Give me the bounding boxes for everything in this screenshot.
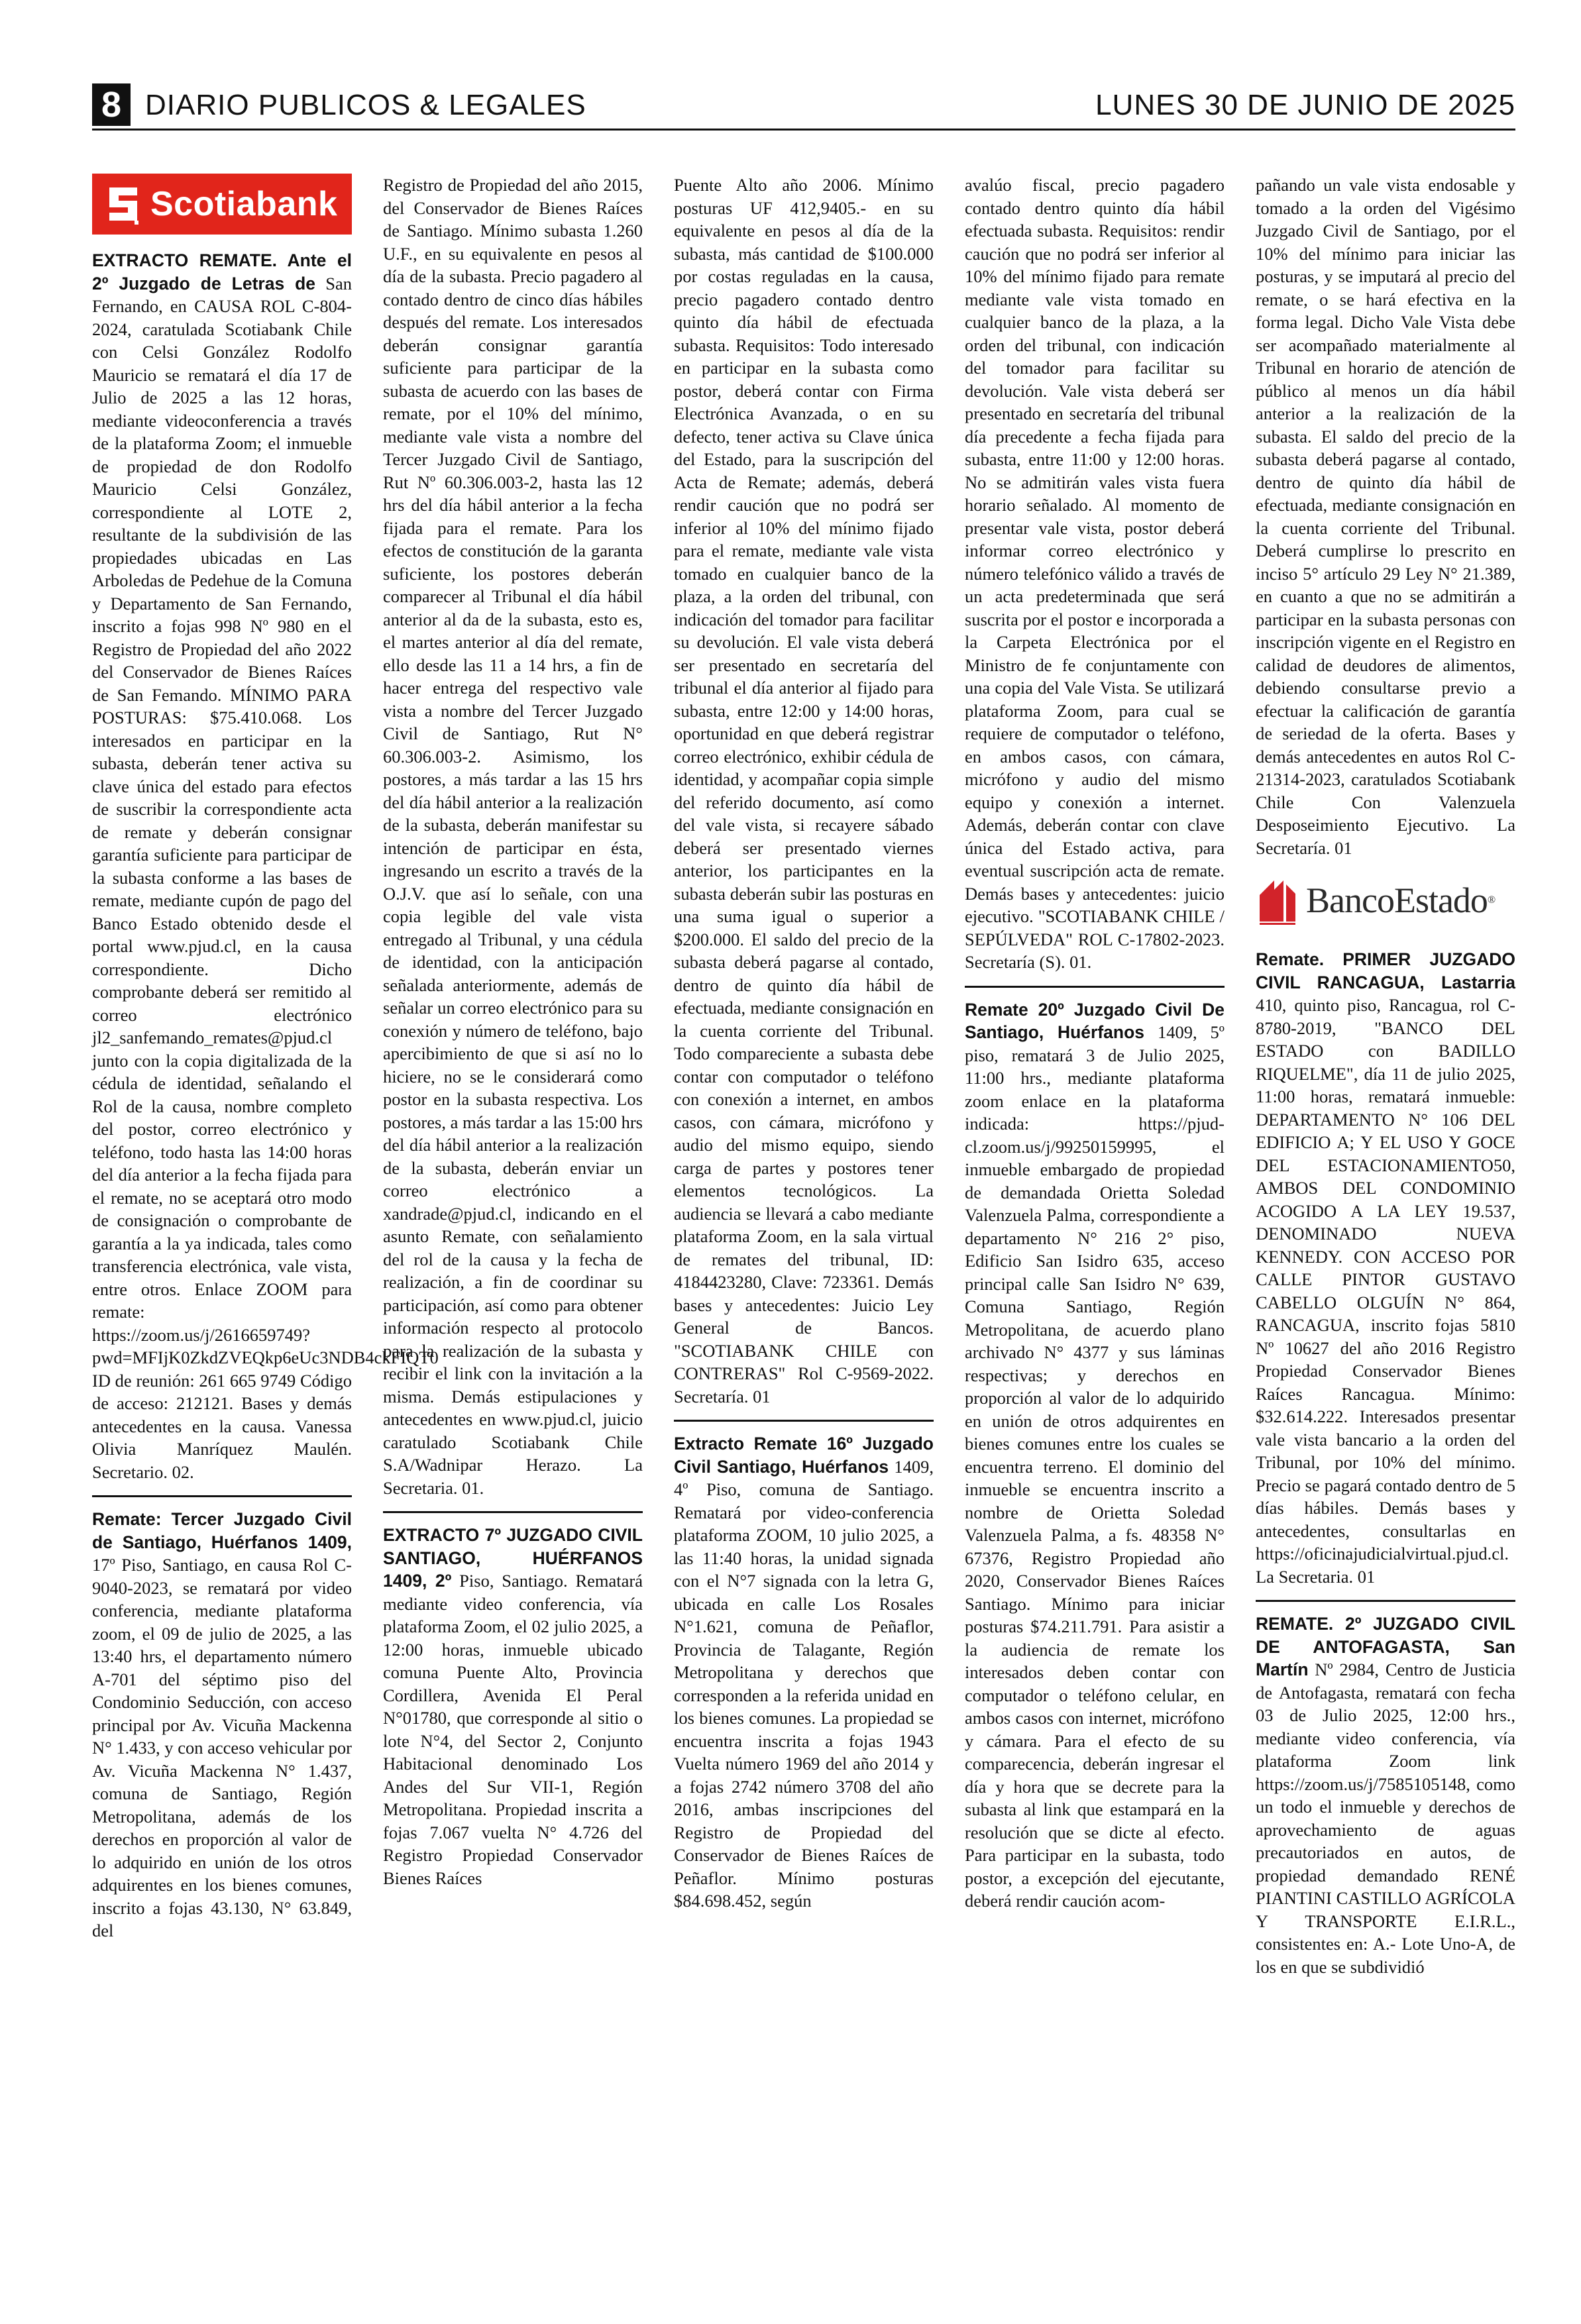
column-5 xyxy=(1256,174,1515,2313)
page-header xyxy=(92,83,1515,126)
column-3 xyxy=(674,174,934,2313)
notice-body: 1409, 4º Piso, comuna de Santiago. Rematará por video-conferencia plataforma ZOOM, 10 julio 2025, a las 11:40 horas, la unidad signada con el N°7 signada con la letra G, ubicada en calle Los Rosales N°1.621, comuna de Peñaflor, Provincia de Talagante, Región Metropolitana y derechos que corresponden a la referida unidad en los bienes comunes. La propiedad se encuentra inscrita a fojas 1943 Vuelta número 1969 del año 2014 y a fojas 2742 número 3708 del año 2016, ambas inscripciones del Registro de Propiedad del Conservador de Bienes Raíces de Peñaflor. Mínimo posturas $84.698.452, según xyxy=(674,1456,934,1911)
page-number: 8 xyxy=(92,83,131,126)
notice-continuation: avalúo fiscal, precio pagadero contado dentro quinto día hábil efectuada subasta. Requisitos: rendir caución que no podrá ser inferior al 10% del mínimo fijado para remate mediante vale vista tomado en cualquier banco de la plaza, a la orden del tribunal, con indicación del tomador para facilitar su devolución. Vale vista deberá ser presentado en secretaría del tribunal día precedente a fecha fijada para subasta, entre 11:00 y 12:00 horas. No se admitirán vales vista fuera horario señalado. Al momento de presentar vale vista, postor deberá informar correo electrónico y número telefónico válido a través de un acta predeterminada que será suscrita por el postor e incorporada a la Carpeta Electrónica por el Ministro de fe conjuntamente con una copia del Vale Vista. Se utilizará plataforma Zoom, para cual se requiere de computador o teléfono, en ambos casos, con cámara, micrófono y audio del mismo equipo y conexión a internet. Además, deberán contar con clave única del Estado activa, para eventual suscripción acta de remate. Demás bases y antecedentes: juicio ejecutivo. "SCOTIABANK CHILE / SEPÚLVEDA" ROL C-17802-2023. Secretaría (S). 01. xyxy=(965,175,1225,972)
notice-lead: EXTRACTO REMATE. Ante el 2º Juzgado de Letras de xyxy=(92,250,352,293)
notice-remate-tercer-juzgado xyxy=(92,1508,352,1942)
scotiabank-wordmark: Scotiabank xyxy=(150,185,338,223)
notice-continuation: Registro de Propiedad del año 2015, del Conservador de Bienes Raíces de Santiago. Mínimo subasta 1.260 U.F., en su equivalente en pesos al día de la subasta. Precio pagadero al contado dentro de cinco días hábiles después del remate. Los interesados deberán consignar garantía suficiente para participar de la subasta de acuerdo con las bases de remate, por el 10% del mínimo, mediante vale vista a nombre del Tercer Juzgado Civil de Santiago, Rut Nº 60.306.003-2, hasta las 12 hrs del día hábil anterior a la fecha fijada para el remate. Para los efectos de constitución de la garanta suficiente, los postores deberán comparecer al Tribunal el día hábil anterior al da de la subasta, esto es, el martes anterior al día del remate, ello desde las 11 a 14 hrs, a fin de hacer entrega del respectivo vale vista a nombre del Tercer Juzgado Civil de Santiago, Rut N° 60.306.003-2. Asimismo, los postores, a más tardar a las 15 hrs del día hábil anterior a la realización de la subasta, deberán manifestar su intención de participar en ésta, ingresando un escrito a través de la O.J.V. que así lo señale, con una copia legible del vale vista entregado al Tribunal, y una cédula de identidad, con la anticipación señalada anteriormente, además de señalar un correo electrónico para su conexión y número de teléfono, bajo apercibimiento de que si así no lo hiciere, no se le considerará como postor en la subasta respectiva. Los postores, a más tardar a las 15:00 hrs del día hábil anterior a la realización de la subasta, deberán enviar un correo electrónico a xandrade@pjud.cl, indicando en el asunto Remate, con señalamiento del rol de la causa y la fecha de realización, a fin de coordinar su participación, así como para obtener información respecto al protocolo para la realización de la subasta y recibir el link con la invitación a la misma. Demás estipulaciones y antecedentes en www.pjud.cl, juicio caratulado Scotiabank Chile S.A/Wadnipar Herazo. La Secretaria. 01. xyxy=(383,175,643,1498)
scotiabank-logo xyxy=(92,174,352,235)
column-1 xyxy=(92,174,439,2313)
column-2 xyxy=(383,174,643,2313)
notice-lead: Extracto Remate 16º Juzgado Civil Santiago, Huérfanos xyxy=(674,1434,934,1477)
notice-divider xyxy=(383,1511,643,1513)
publication-date: LUNES 30 DE JUNIO DE 2025 xyxy=(1095,89,1515,121)
notice-divider xyxy=(1256,1600,1515,1602)
publication-name: DIARIO PUBLICOS & LEGALES xyxy=(145,89,586,121)
notice-divider xyxy=(965,986,1225,988)
notice-extracto-7-juzgado xyxy=(383,1524,643,1889)
bancoestado-logo xyxy=(1256,869,1515,932)
header-divider xyxy=(92,129,1515,131)
notice-extracto-16-juzgado xyxy=(674,1432,934,1913)
notice-body: San Fernando, en CAUSA ROL C-804-2024, caratulada Scotiabank Chile con Celsi González Rodolfo Mauricio se rematará el día 17 de Julio de 2025 a las 12 horas, mediante videoconferencia a través de la plataforma Zoom; el inmueble de propiedad de don Rodolfo Mauricio Celsi González, correspondiente al LOTE 2, resultante de la subdivisión de las propiedades ubicadas en Las Arboledas de Pedehue de la Comuna y Departamento de San Fernando, inscrito a fojas 998 Nº 980 en el Registro de Propiedad del año 2022 del Conservador de Bienes Raíces de San Femando. MÍNIMO PARA POSTURAS: $75.410.068. Los interesados en participar en la subasta, deberán tener activa su clave única del estado para efectos de suscribir la correspondiente acta de remate y deberán consignar garantía suficiente para participar de la subasta conforme a las bases de remate, mediante cupón de pago del Banco Estado obtenido desde el portal www.pjud.cl, en la causa correspondiente. Dicho comprobante deberá ser remitido al correo electrónico jl2_sanfemando_remates@pjud.cl junto con la copia digitalizada de la cédula de identidad, señalando el Rol de la causa, nombre completo del postor, correo electrónico y teléfono, todo hasta las 14:00 horas del día anterior a la fecha fijada para el remate, no se aceptará otro modo de consignación o comprobante de garantía a la ya indicada, tales como transferencia electrónica, vale vista, entre otros. Enlace ZOOM para remate: https://zoom.us/j/2616659749?pwd=MFIjK0ZkdZVEQkp6eUc3NDB4ckFIQT0 ID de reunión: 261 665 9749 Código de acceso: 212121. Bases y demás antecedentes en la causa. Vanessa Olivia Manríquez Maulén. Secretario. 02. xyxy=(92,273,439,1482)
bancoestado-house-icon xyxy=(1257,875,1298,925)
notice-body: 410, quinto piso, Rancagua, rol C-8780-2019, "BANCO DEL ESTADO con BADILLO RIQUELME", día 11 de julio 2025, 11:00 horas, rematará inmueble: DEPARTAMENTO N° 106 DEL EDIFICIO A; Y EL USO Y GOCE DEL ESTACIONAMIENTO50, AMBOS DEL CONDOMINIO ACOGIDO A LA LEY 19.537, DENOMINADO NUEVA KENNEDY. CON ACCESO POR CALLE PINTOR GUSTAVO CABELLO OLGUÍN N° 864, RANCAGUA, inscrito fojas 5810 Nº 10627 del año 2016 Registro Propiedad Conservador Bienes Raíces Rancagua. Mínimo: $32.614.222. Interesados presentar vale vista bancario a la orden del Tribunal, por 10% del mínimo. Precio se pagará contado dentro de 5 días hábiles. Demás bases y antecedentes, consultarlas en https://oficinajudicialvirtual.pjud.cl. La Secretaria. 01 xyxy=(1256,995,1515,1587)
registered-mark: ® xyxy=(1487,894,1496,906)
notice-remate-20-juzgado xyxy=(965,998,1225,1913)
notice-body: 1409, 5º piso, rematará 3 de Julio 2025, 11:00 hrs., mediante plataforma zoom enlace en la plataforma indicada: https://pjud-cl.zoom.us/j/99250159995, el inmueble embargado de propiedad de demandada Orietta Soledad Valenzuela Palma, correspondiente a departamento N° 216 2° piso, Edificio San Isidro 635, acceso principal calle San Isidro N° 639, Comuna Santiago, Región Metropolitana, de acuerdo plano archivado N° 4377 y sus láminas respectivas; y derechos en proporción al valor de lo adquirido en unión de otros adquirentes en bienes comunes entre los cuales se encuentra terreno. El dominio del inmueble se encuentra inscrito a nombre de Orietta Soledad Valenzuela Palma, a fs. 48358 N° 67376, Registro Propiedad año 2020, Conservador Bienes Raíces Santiago. Mínimo para iniciar posturas $74.211.791. Para asistir a la audiencia de remate los interesados deben contar con computador o teléfono celular, en ambos casos con internet, micrófono y cámara. Para el efecto de su comparecencia, deberán ingresar el día y hora que se decrete para la subasta al link que estampará en la resolución que se dicte al efecto. Para participar en la subasta, todo postor, a excepción del ejecutante, deberá rendir caución acom- xyxy=(965,1022,1225,1911)
notice-body: Piso, Santiago. Rematará mediante video conferencia, vía plataforma Zoom, el 02 julio 2025, a 12:00 horas, inmueble ubicado comuna Puente Alto, Provincia Cordillera, Avenida El Peral N°01780, que corresponde al sitio o lote N°4, del Sector 2, Conjunto Habitacional denominado Los Andes del Sur VII-1, Región Metropolitana. Propiedad inscrita a fojas 7.067 vuelta N° 4.726 del Registro Propiedad Conservador Bienes Raíces xyxy=(383,1571,643,1888)
bancoestado-wordmark: BancoEstado xyxy=(1306,880,1488,920)
notice-divider xyxy=(92,1495,352,1497)
notice-body: 17º Piso, Santiago, en causa Rol C-9040-2023, se rematará por video conferencia, mediante plataforma zoom, el 09 de julio de 2025, a las 13:40 hrs, el departamento número A-701 del séptimo piso del Condominio Seducción, con acceso principal por Av. Vicuña Mackenna N° 1.433, y con acceso vehicular por Av. Vicuña Mackenna N° 1.437, comuna de Santiago, Región Metropolitana, además de los derechos en proporción al valor de lo adquirido en unión de los otros adquirentes en los bienes comunes, inscrito a fojas 43.130, N° 63.849, del xyxy=(92,1555,352,1940)
notice-continuation: Puente Alto año 2006. Mínimo posturas UF 412,9405.- en su equivalente en pesos al día de la subasta, más cantidad de $100.000 por costas reguladas en la causa, precio pagadero contado dentro quinto día hábil de efectuada subasta. Requisitos: Todo interesado en participar en la subasta como postor, deberá contar con Firma Electrónica Avanzada, o en su defecto, tener activa su Clave única del Estado, para la suscripción del Acta de Remate; además, deberá rendir caución que no podrá ser inferior al 10% del mínimo fijado para el remate, mediante vale vista tomado en cualquier banco de la plaza, a la orden del tribunal, con indicación del tomador para facilitar su devolución. El vale vista deberá ser presentado en secretaría del tribunal el día anterior al fijado para subasta, entre 12:00 y 14:00 horas, oportunidad en que deberá registrar correo electrónico, exhibir cédula de identidad, y acompañar copia simple del referido documento, así como del vale vista, si recayere sábado deberá ser presentado viernes anterior, los participantes en la subasta deberán subir las posturas en una suma igual o superior a $200.000. El saldo del precio de la subasta deberá pagarse al contado, dentro de quinto día hábil de efectuada, mediante consignación en la cuenta corriente del Tribunal. Todo compareciente a subasta debe contar con computador o teléfono con conexión a internet, en ambos casos, con cámara, micrófono y audio del mismo equipo, siendo carga de partes y postores tener elementos tecnológicos. La audiencia se llevará a cabo mediante plataforma Zoom, en la sala virtual de remates del tribunal, ID: 4184423280, Clave: 723361. Demás bases y antecedentes: Juicio Ley General de Bancos. "SCOTIABANK CHILE con CONTRERAS" Rol C-9569-2022. Secretaría. 01 xyxy=(674,175,934,1406)
column-4 xyxy=(965,174,1225,2313)
notice-lead: Remate. PRIMER JUZGADO CIVIL RANCAGUA, Lastarria xyxy=(1256,949,1515,992)
notice-continuation: pañando un vale vista endosable y tomado a la orden del Vigésimo Juzgado Civil de Santiago, por el 10% del mínimo para iniciar las posturas, y se imputará al precio del remate, o se hará efectiva en la forma legal. Dicho Vale Vista debe ser acompañado materialmente al Tribunal en horario de atención de público al menos un día hábil anterior a la realización de la subasta. El saldo del precio de la subasta deberá pagarse al contado, dentro de quinto día hábil de efectuada, mediante consignación en la cuenta corriente del Tribunal. Deberá cumplirse lo prescrito en inciso 5° artículo 29 Ley N° 21.389, en cuanto a que no se admitirán a participar en la subasta personas con inscripción vigente en el Registro en calidad de deudores de alimentos, debiendo consultarse previo a efectuar la calificación de garantía de seriedad de la oferta. Bases y demás antecedentes en autos Rol C-21314-2023, caratulados Scotiabank Chile Con Valenzuela Desposeimiento Ejecutivo. La Secretaría. 01 xyxy=(1256,175,1515,858)
notice-lead: REMATE. 2º JUZGADO CIVIL DE ANTOFAGASTA, San Martín xyxy=(1256,1614,1515,1679)
notice-body: Nº 2984, Centro de Justicia de Antofagasta, rematará con fecha 03 de Julio 2025, 12:00 hrs., mediante video conferencia, vía plataforma Zoom link https://zoom.us/j/7585105148, como un todo el inmueble y derechos de aprovechamiento de aguas precautoriados en autos, de propiedad demandado RENÉ PIANTINI CASTILLO AGRÍCOLA Y TRANSPORTE E.I.R.L., consistentes en: A.- Lote Uno-A, de los en que se subdividió xyxy=(1256,1660,1515,1977)
notice-remate-antofagasta xyxy=(1256,1612,1515,1978)
notice-divider xyxy=(674,1420,934,1422)
notice-remate-san-fernando xyxy=(92,249,439,1483)
scotiabank-s-icon xyxy=(105,184,141,225)
notice-lead: Remate 20º Juzgado Civil De Santiago, Huérfanos xyxy=(965,999,1225,1042)
notice-lead: EXTRACTO 7º JUZGADO CIVIL SANTIAGO, HUÉRFANOS 1409, 2º xyxy=(383,1525,643,1591)
notice-lead: Remate: Tercer Juzgado Civil de Santiago, Huérfanos 1409, xyxy=(92,1509,352,1552)
notice-remate-rancagua xyxy=(1256,948,1515,1588)
